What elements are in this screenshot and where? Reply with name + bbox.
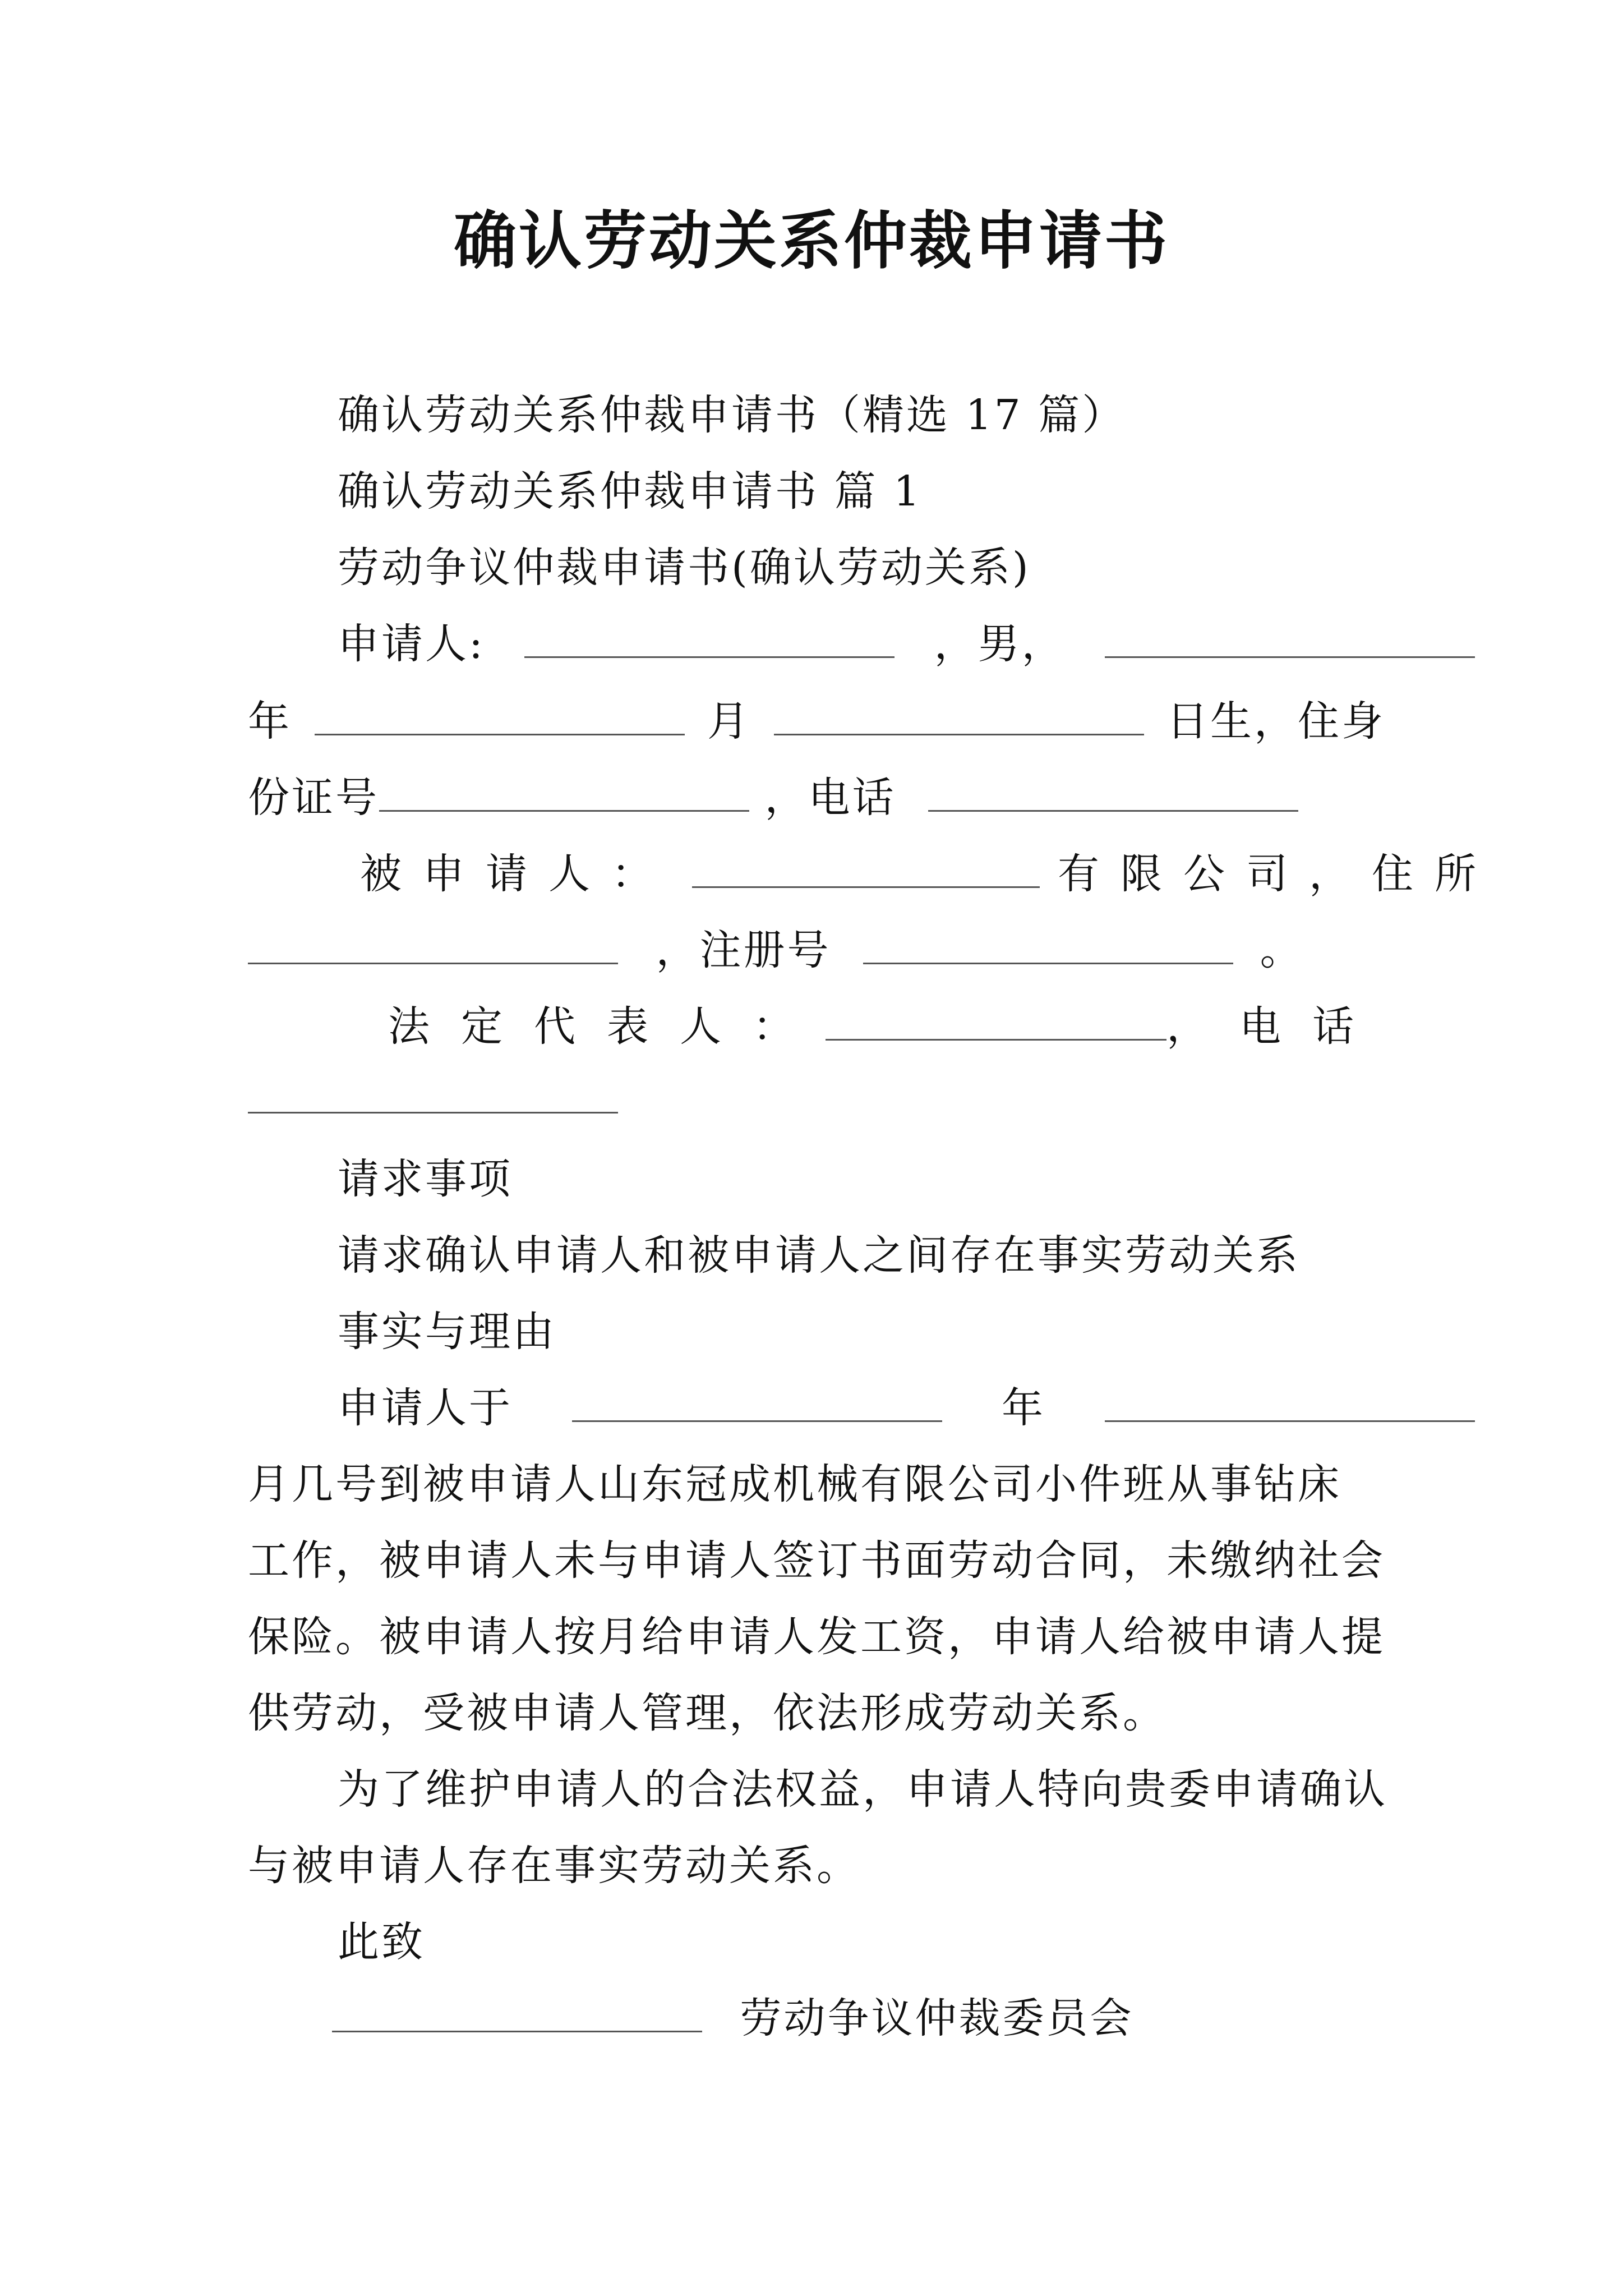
applicant-row xyxy=(248,616,1475,672)
applicant-label: 申请人: xyxy=(338,620,485,668)
legal-rep-phone-blank xyxy=(248,1073,618,1114)
committee-row xyxy=(248,1990,1469,2046)
facts-start-text: 申请人于 xyxy=(338,1384,513,1432)
year-text: 年 xyxy=(248,697,292,746)
registration-row xyxy=(248,922,1385,978)
legal-rep-row xyxy=(248,999,1385,1055)
salutation: 此致 xyxy=(338,1918,425,1966)
claims-text: 请求确认申请人和被申请人之间存在事实劳动关系 xyxy=(338,1231,1300,1280)
committee-text: 劳动争议仲裁委员会 xyxy=(740,1994,1134,2042)
respondent-name-blank xyxy=(692,847,1040,888)
company-address-text: 有限公司，住所 xyxy=(1058,850,1497,898)
registration-label: ，注册号 xyxy=(656,926,831,974)
facts-paragraph-line-4: 供劳动，受被申请人管理，依法形成劳动关系。 xyxy=(248,1689,1166,1737)
month-text: 月 xyxy=(707,697,751,746)
facts-paragraph-line-1: 月几号到被申请人山东冠成机械有限公司小件班从事钻床 xyxy=(248,1460,1341,1508)
address-blank xyxy=(248,923,618,964)
phone-label: ，电话 xyxy=(764,774,896,822)
id-row xyxy=(248,770,1385,826)
phone-blank xyxy=(928,771,1298,812)
subtitle-line: 确认劳动关系仲裁申请书（精选 17 篇） xyxy=(338,391,1126,439)
birth-year-blank xyxy=(1105,617,1475,658)
claims-heading: 请求事项 xyxy=(338,1155,513,1203)
facts-heading: 事实与理由 xyxy=(338,1308,556,1356)
legal-rep-phone: ，电话 xyxy=(1166,1002,1385,1051)
document-title: 确认劳动关系仲裁申请书 xyxy=(454,204,1169,278)
id-number-blank xyxy=(379,771,749,812)
born-text: 日生，住身 xyxy=(1166,697,1385,746)
purpose-paragraph-line-2: 与被申请人存在事实劳动关系。 xyxy=(248,1842,860,1890)
section-line: 确认劳动关系仲裁申请书 篇 1 xyxy=(338,467,923,516)
applicant-name-blank xyxy=(524,617,895,658)
committee-name-blank xyxy=(332,1991,702,2032)
legal-rep-phone-row xyxy=(248,1071,1385,1128)
birth-row xyxy=(248,693,1385,749)
legal-rep-blank xyxy=(826,1000,1166,1041)
respondent-label: 被申请人： xyxy=(360,850,674,898)
facts-paragraph-line-2: 工作，被申请人未与申请人签订书面劳动合同，未缴纳社会 xyxy=(248,1536,1385,1585)
form-heading: 劳动争议仲裁申请书(确认劳动关系) xyxy=(338,544,1031,592)
purpose-paragraph-line-1: 为了维护申请人的合法权益，申请人特向贵委申请确认 xyxy=(338,1765,1387,1814)
birth-day-blank xyxy=(774,694,1144,735)
gender-text: ，男， xyxy=(934,620,1066,668)
respondent-row xyxy=(248,846,1497,902)
start-month-blank xyxy=(1105,1381,1475,1422)
legal-rep-label: 法定代表人： xyxy=(388,1002,826,1051)
period-text: 。 xyxy=(1260,926,1304,974)
facts-paragraph-line-3: 保险。被申请人按月给申请人发工资，申请人给被申请人提 xyxy=(248,1613,1385,1661)
start-year-blank xyxy=(572,1381,942,1422)
facts-start-row xyxy=(248,1380,1475,1436)
birth-month-blank xyxy=(315,694,685,735)
registration-blank xyxy=(863,923,1233,964)
facts-year-text: 年 xyxy=(1002,1384,1045,1432)
id-label: 份证号 xyxy=(248,774,379,822)
